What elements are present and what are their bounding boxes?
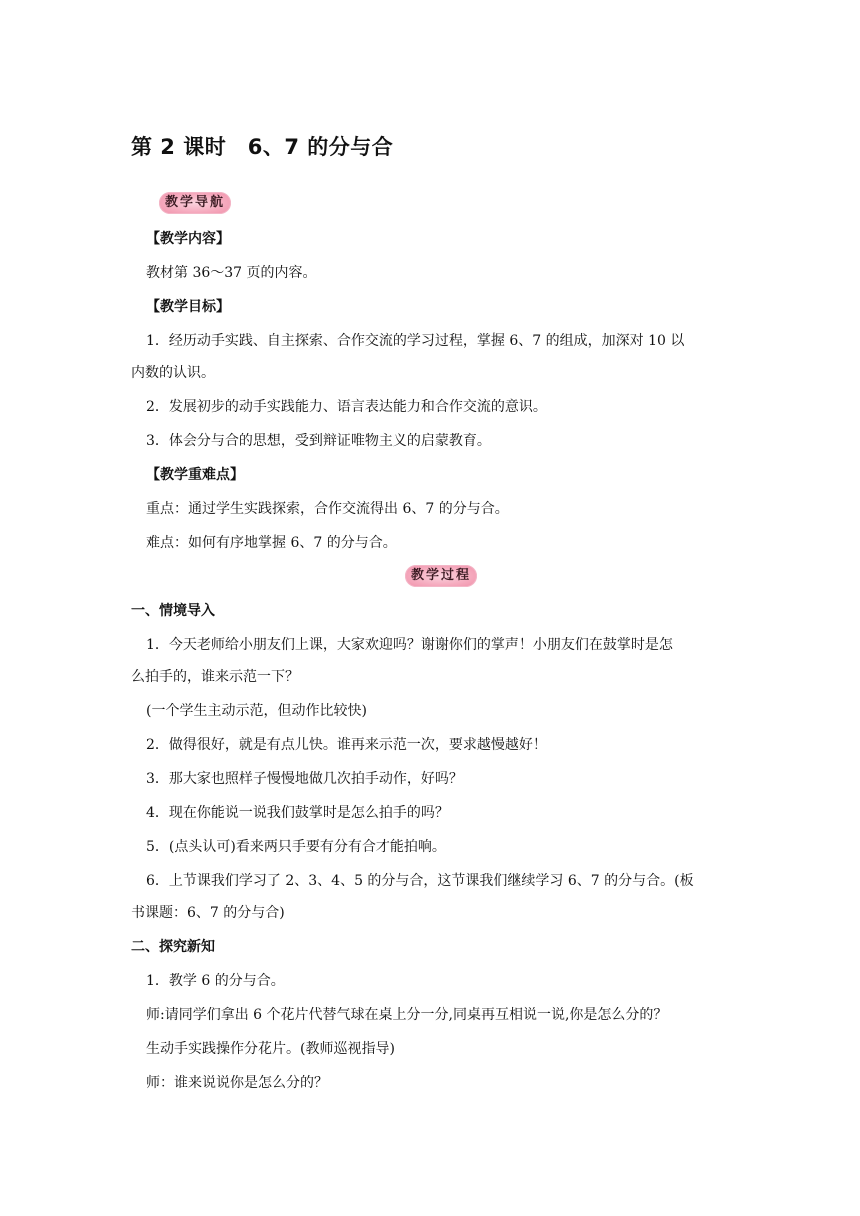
paragraph: 2．做得很好，就是有点儿快。谁再来示范一次，要求越慢越好！ xyxy=(146,737,547,753)
section-heading-key-points: 【教学重难点】 xyxy=(146,467,244,483)
paragraph: 难点：如何有序地掌握 6、7 的分与合。 xyxy=(146,535,397,551)
paragraph: 1．今天老师给小朋友们上课，大家欢迎吗？谢谢你们的掌声！小朋友们在鼓掌时是怎 xyxy=(146,637,673,653)
teaching-process-badge: 教学过程 xyxy=(405,565,477,587)
paragraph: 6．上节课我们学习了 2、3、4、5 的分与合，这节课我们继续学习 6、7 的分与合。(板 xyxy=(146,873,694,889)
paragraph: 1．教学 6 的分与合。 xyxy=(146,973,285,989)
section-heading-explore: 二、探究新知 xyxy=(131,939,215,955)
paragraph: 3．那大家也照样子慢慢地做几次拍手动作，好吗？ xyxy=(146,771,463,787)
paragraph: 师：谁来说说你是怎么分的？ xyxy=(146,1075,328,1091)
paragraph: 么拍手的，谁来示范一下？ xyxy=(131,669,299,685)
section-heading-content: 【教学内容】 xyxy=(146,231,230,247)
lesson-title: 第 2 课时 6、7 的分与合 xyxy=(131,135,394,159)
section-heading-goals: 【教学目标】 xyxy=(146,299,230,315)
paragraph: 师:请同学们拿出 6 个花片代替气球在桌上分一分,同桌再互相说一说,你是怎么分的？ xyxy=(146,1007,668,1023)
paragraph: 教材第 36～37 页的内容。 xyxy=(146,265,317,281)
section-heading-intro: 一、情境导入 xyxy=(131,603,215,619)
paragraph: 5．(点头认可)看来两只手要有分有合才能拍响。 xyxy=(146,839,446,855)
teaching-nav-badge: 教学导航 xyxy=(159,192,231,214)
paragraph: 2．发展初步的动手实践能力、语言表达能力和合作交流的意识。 xyxy=(146,399,547,415)
paragraph: 内数的认识。 xyxy=(131,365,215,381)
paragraph: 生动手实践操作分花片。(教师巡视指导) xyxy=(146,1041,395,1057)
paragraph: 书课题：6、7 的分与合) xyxy=(131,905,285,921)
paragraph: 4．现在你能说一说我们鼓掌时是怎么拍手的吗？ xyxy=(146,805,449,821)
paragraph: 重点：通过学生实践探索，合作交流得出 6、7 的分与合。 xyxy=(146,501,509,517)
paragraph: 3．体会分与合的思想，受到辩证唯物主义的启蒙教育。 xyxy=(146,433,491,449)
paragraph: 1．经历动手实践、自主探索、合作交流的学习过程，掌握 6、7 的组成，加深对 10 以 xyxy=(146,333,685,349)
paragraph: (一个学生主动示范，但动作比较快) xyxy=(146,703,367,719)
